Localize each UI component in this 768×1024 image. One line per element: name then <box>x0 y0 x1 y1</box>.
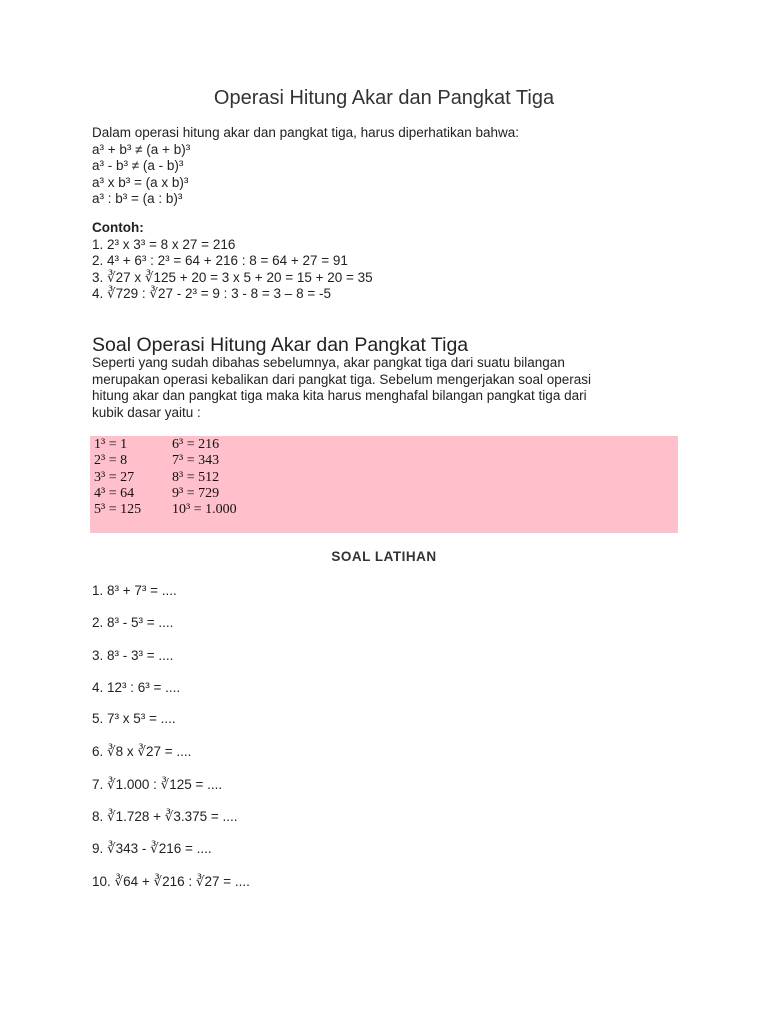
exercise-item: 5. 7³ x 5³ = .... <box>92 711 176 726</box>
cube-cell: 7³ = 343 <box>172 453 220 469</box>
exercise-item: 8. ∛1.728 + ∛3.375 = .... <box>92 809 238 824</box>
page-title: Operasi Hitung Akar dan Pangkat Tiga <box>213 87 555 109</box>
exercise-item: 10. ∛64 + ∛216 : ∛27 = .... <box>92 874 250 889</box>
latihan-heading: SOAL LATIHAN <box>331 549 437 564</box>
exercise-item: 6. ∛8 x ∛27 = .... <box>92 744 192 759</box>
intro-text: Dalam operasi hitung akar dan pangkat tiga, harus diperhatikan bahwa: <box>92 125 520 140</box>
exercise-item: 7. ∛1.000 : ∛125 = .... <box>92 777 223 792</box>
exercise-item: 4. 12³ : 6³ = .... <box>92 680 181 695</box>
cube-cell: 8³ = 512 <box>172 469 220 485</box>
cube-table-row <box>94 453 237 469</box>
contoh-item: 4. ∛729 : ∛27 - 2³ = 9 : 3 - 8 = 3 – 8 = -5 <box>92 286 331 301</box>
contoh-item: 1. 2³ x 3³ = 8 x 27 = 216 <box>92 236 236 252</box>
contoh-item: 3. ∛27 x ∛125 + 20 = 3 x 5 + 20 = 15 + 20 = 35 <box>92 269 373 285</box>
cube-table <box>94 437 237 518</box>
exercise-item: 1. 8³ + 7³ = .... <box>92 583 177 598</box>
cube-cell: 4³ = 64 <box>94 485 135 501</box>
section-paragraph <box>92 355 692 421</box>
cube-cell: 2³ = 8 <box>94 453 128 469</box>
contoh-label: Contoh: <box>92 220 144 235</box>
cube-cell: 6³ = 216 <box>172 437 220 452</box>
cube-cell: 5³ = 125 <box>94 502 142 518</box>
paragraph-line: hitung akar dan pangkat tiga maka kita harus menghafal bilangan pangkat tiga dari <box>92 388 587 403</box>
section-heading: Soal Operasi Hitung Akar dan Pangkat Tiga <box>92 334 469 356</box>
cube-table-row <box>94 470 237 486</box>
paragraph-line: kubik dasar yaitu : <box>92 404 201 420</box>
contoh-item: 2. 4³ + 6³ : 2³ = 64 + 216 : 8 = 64 + 27 = 91 <box>92 253 348 268</box>
rule-line: a³ - b³ ≠ (a - b)³ <box>92 158 184 173</box>
cube-table-box <box>90 436 678 533</box>
rule-line: a³ + b³ ≠ (a + b)³ <box>92 141 191 157</box>
exercise-item: 2. 8³ - 5³ = .... <box>92 615 174 630</box>
cube-cell: 3³ = 27 <box>94 469 135 485</box>
cube-cell: 1³ = 1 <box>94 437 128 452</box>
exercise-item: 9. ∛343 - ∛216 = .... <box>92 841 212 856</box>
cube-cell: 10³ = 1.000 <box>172 502 237 518</box>
intro-block <box>92 125 692 208</box>
rule-line: a³ : b³ = (a : b)³ <box>92 191 183 206</box>
cube-table-row <box>94 437 237 453</box>
cube-cell: 9³ = 729 <box>172 485 220 501</box>
cube-table-row <box>94 502 237 518</box>
exercise-item: 3. 8³ - 3³ = .... <box>92 648 174 663</box>
rule-line: a³ x b³ = (a x b)³ <box>92 174 189 190</box>
paragraph-line: merupakan operasi kebalikan dari pangkat tiga. Sebelum mengerjakan soal operasi <box>92 371 592 387</box>
cube-table-row <box>94 486 237 502</box>
contoh-block <box>92 220 692 303</box>
paragraph-line: Seperti yang sudah dibahas sebelumnya, akar pangkat tiga dari suatu bilangan <box>92 355 565 370</box>
